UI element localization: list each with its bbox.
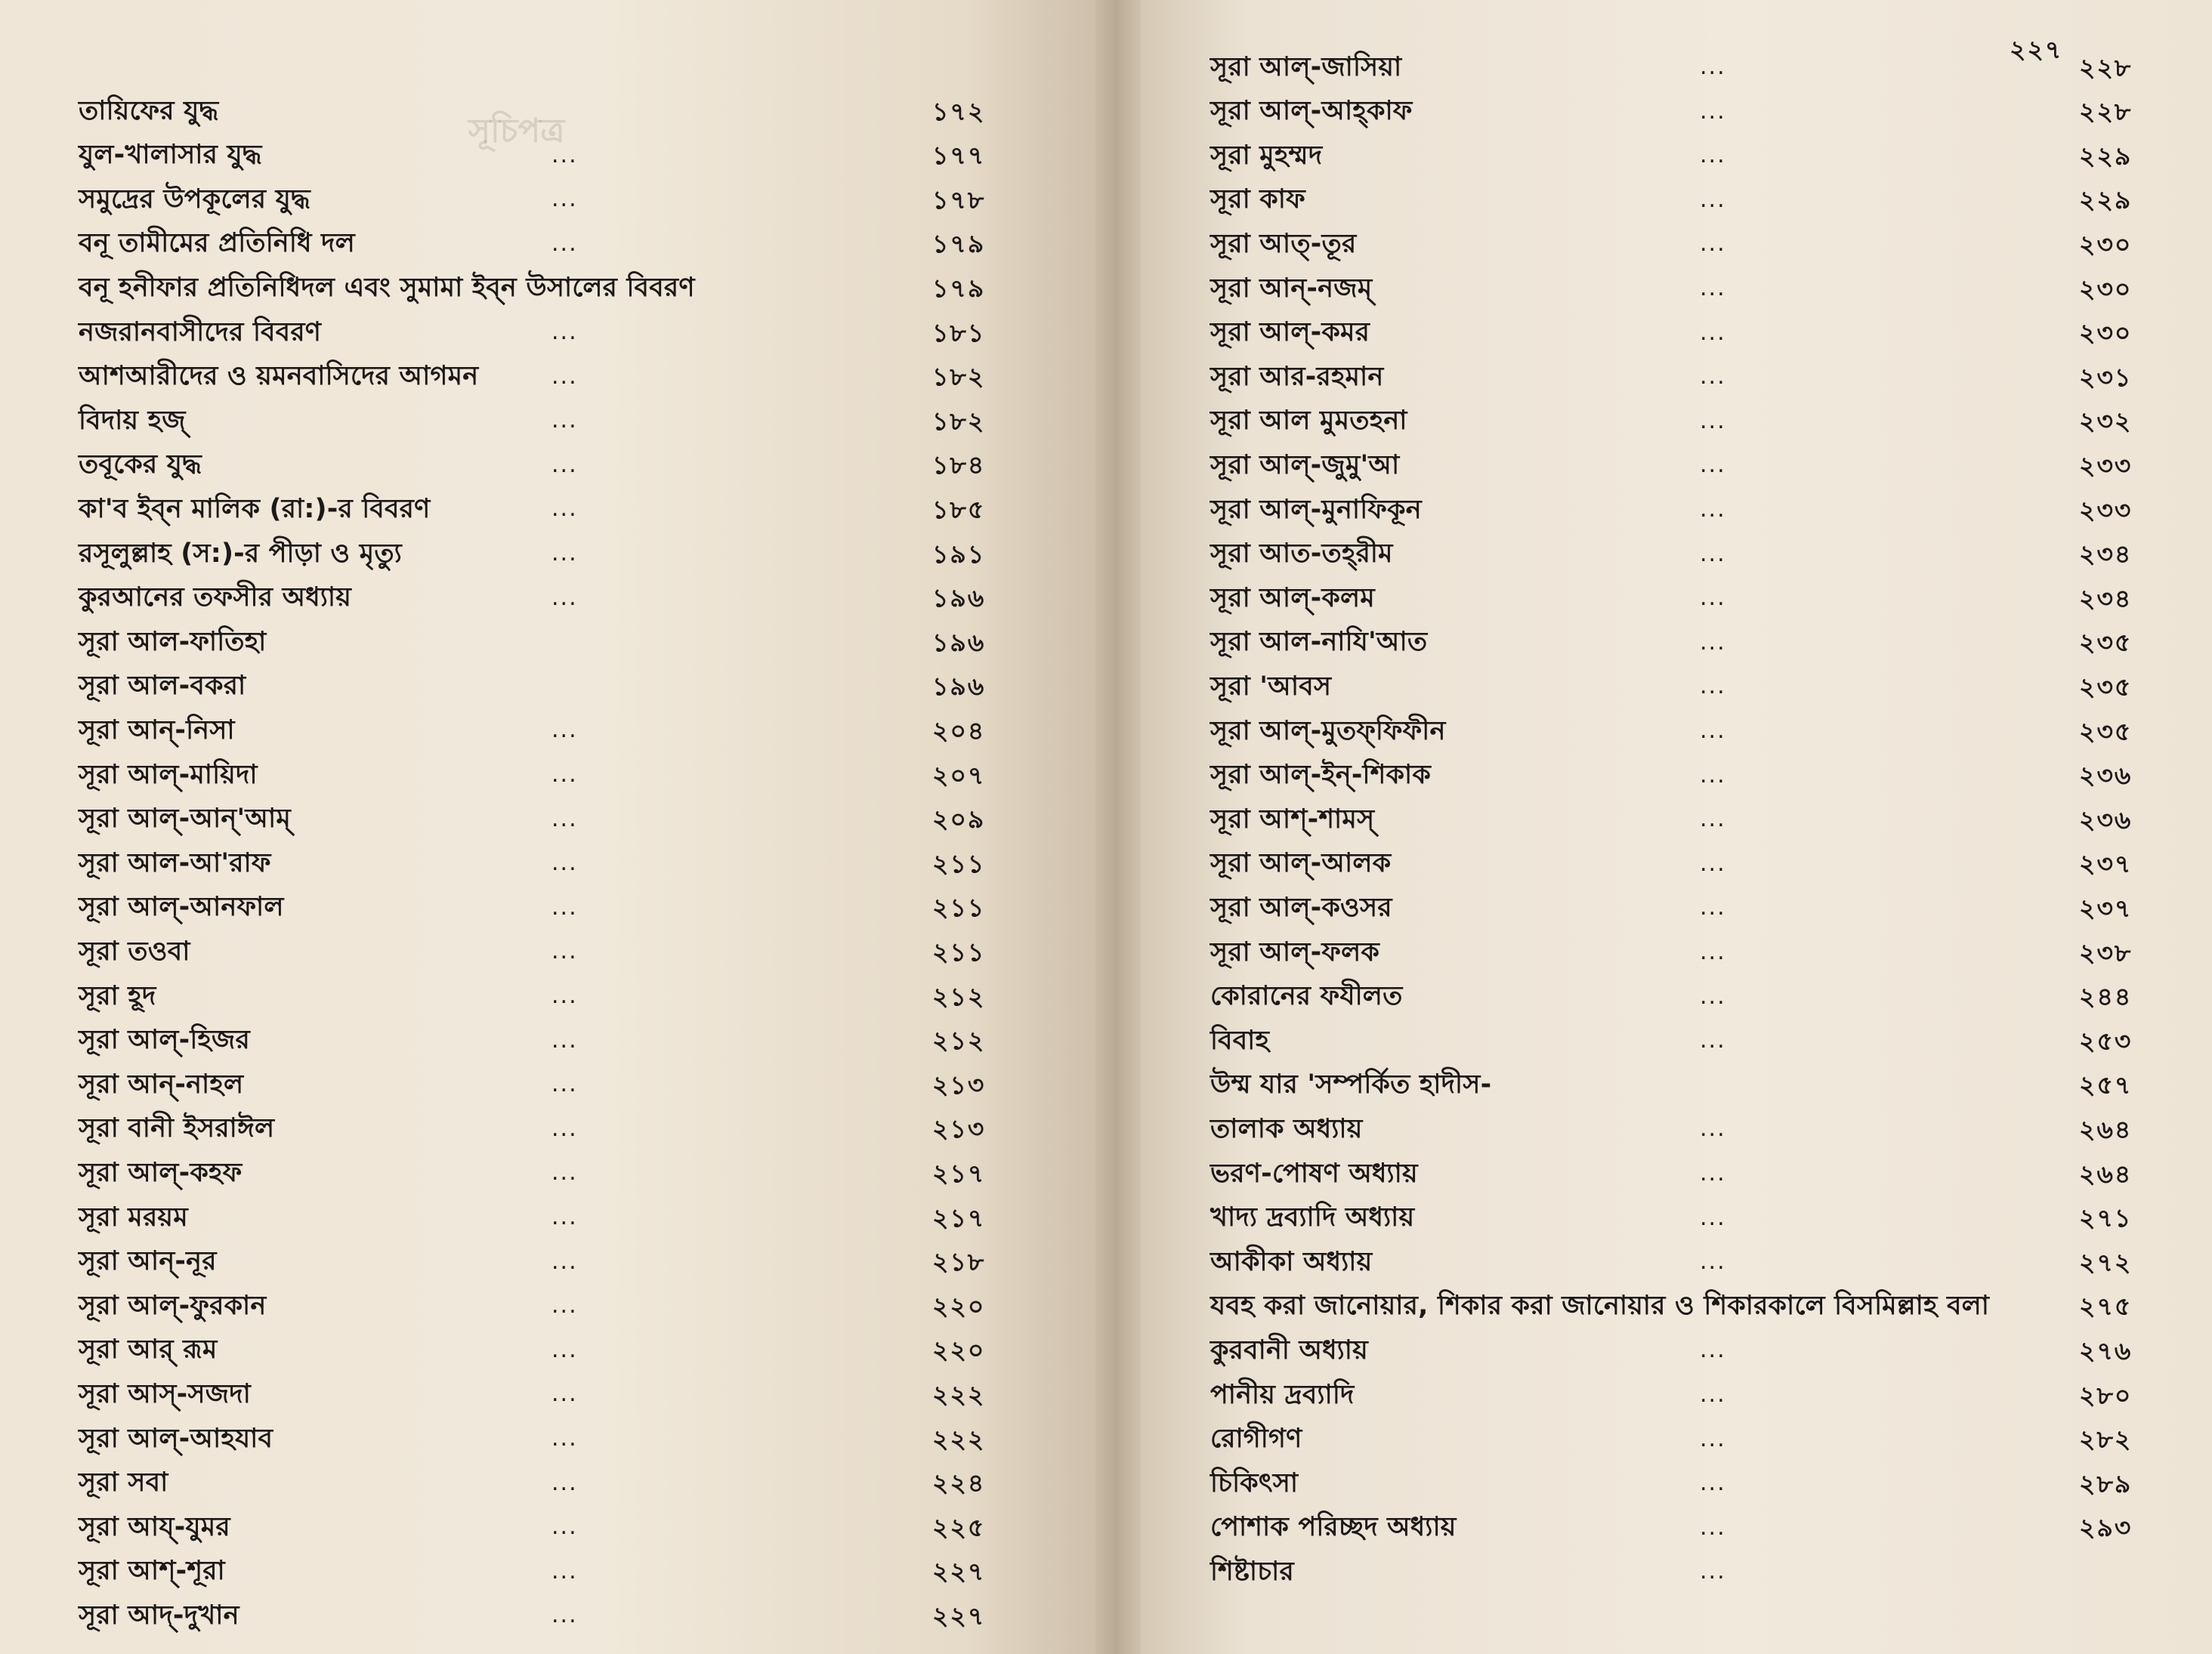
toc-leader-dots: ... <box>1700 850 1726 877</box>
toc-entry-title: শিষ্টাচার <box>1210 1556 1294 1587</box>
toc-entry <box>1210 1373 2162 1417</box>
toc-entry-page-number: ২৭১ <box>2079 1203 2133 1233</box>
toc-leader-dots: ... <box>551 1248 578 1275</box>
toc-entry-title: সূরা আদ্‌-দুখান <box>79 1600 239 1631</box>
toc-leader-dots: ... <box>551 850 578 877</box>
toc-entry-page-number: ২৩০ <box>2079 229 2133 259</box>
toc-leader-dots: ... <box>1700 585 1726 612</box>
toc-entry-page-number: ২১২ <box>932 981 986 1011</box>
toc-leader-dots: ... <box>551 451 578 478</box>
toc-entry-page-number: ২২০ <box>932 1291 986 1321</box>
toc-leader-dots: ... <box>551 186 578 213</box>
toc-entry-page-number: ২২৭ <box>932 1557 986 1587</box>
toc-entry-title: পানীয় দ্রব্যাদি <box>1210 1379 1355 1410</box>
toc-leader-dots: ... <box>551 1514 578 1541</box>
toc-entry-title: সূরা আল্‌-কওসর <box>1210 892 1392 923</box>
toc-entry-page-number: ২৩৫ <box>2079 628 2133 658</box>
toc-leader-dots: ... <box>1700 1425 1726 1452</box>
toc-entry-title: সূরা আল্‌-মায়িদা <box>79 759 258 790</box>
toc-entry-page-number: ২৩৫ <box>2079 671 2133 702</box>
toc-entry <box>79 1328 985 1372</box>
toc-entry-title: সূরা আল্‌-আহযাব <box>79 1423 273 1454</box>
toc-entry-page-number: ২৬৪ <box>2079 1114 2133 1144</box>
toc-entry <box>1210 1506 2162 1550</box>
toc-entry <box>1210 1196 2162 1240</box>
toc-entry <box>1210 576 2162 620</box>
toc-leader-dots: ... <box>1700 54 1726 80</box>
toc-leader-dots: ... <box>551 1159 578 1186</box>
toc-leader-dots: ... <box>1700 452 1726 479</box>
toc-entry <box>1210 222 2162 266</box>
toc-entry-title: কা'ব ইব্‌ন মালিক (রা:)-র বিবরণ <box>79 493 431 524</box>
toc-entry-title: সূরা আল-নাযি'আত <box>1210 627 1428 658</box>
toc-leader-dots: ... <box>551 1071 578 1098</box>
toc-entry-title: বনূ হনীফার প্রতিনিধিদল এবং সুমামা ইব্‌ন উসালের বিবরণ <box>79 272 695 303</box>
toc-leader-dots: ... <box>551 141 578 168</box>
toc-entry <box>79 532 985 576</box>
toc-leader-dots: ... <box>551 761 578 788</box>
toc-leader-dots: ... <box>1700 275 1726 301</box>
toc-entry-page-number: ২৩৬ <box>2079 761 2133 791</box>
toc-entry <box>1210 443 2162 487</box>
toc-leader-dots: ... <box>551 319 578 345</box>
toc-entry <box>1210 90 2162 134</box>
toc-entry <box>1210 267 2162 310</box>
bleed-through-text: সূচিপত্র <box>468 112 565 150</box>
left-page <box>0 0 1095 1654</box>
toc-entry <box>1210 1019 2162 1063</box>
toc-entry-title: সূরা আত-তহ্‌রীম <box>1210 538 1393 569</box>
toc-entry <box>1210 886 2162 930</box>
toc-leader-dots: ... <box>1700 717 1726 744</box>
toc-entry-page-number: ২৩৫ <box>2079 716 2133 746</box>
toc-leader-dots: ... <box>1700 1381 1726 1408</box>
toc-entry-page-number: ২৩৪ <box>2079 539 2133 569</box>
toc-entry-page-number: ২১১ <box>932 937 986 967</box>
page-number-top: ২২৭ <box>2010 35 2063 64</box>
toc-entry <box>79 798 985 841</box>
toc-entry-title: তালাক অধ্যায় <box>1210 1113 1363 1144</box>
toc-leader-dots: ... <box>551 363 578 390</box>
toc-entry-title: সূরা আর-রহমান <box>1210 361 1384 392</box>
toc-entry-title: সূরা আল্‌-কহফ <box>79 1157 243 1188</box>
toc-entry <box>79 930 985 974</box>
toc-entry-title: যুল-খালাসার যুদ্ধ <box>79 140 262 171</box>
toc-entry <box>1210 178 2162 222</box>
toc-entry-page-number: ২২২ <box>932 1379 986 1409</box>
toc-entry-title: সূরা মরয়ম <box>79 1202 188 1233</box>
toc-entry-title: সূরা আল মুমতহনা <box>1210 406 1407 437</box>
toc-entry-page-number: ২২৯ <box>2079 185 2133 215</box>
toc-entry <box>1210 1240 2162 1284</box>
toc-entry <box>79 177 985 221</box>
toc-entry-page-number: ২৯৩ <box>2079 1513 2133 1543</box>
toc-entry <box>1210 311 2162 355</box>
toc-leader-dots: ... <box>551 1026 578 1054</box>
toc-leader-dots: ... <box>1700 186 1726 213</box>
toc-leader-dots: ... <box>1700 1248 1726 1276</box>
toc-leader-dots: ... <box>551 230 578 257</box>
toc-entry-page-number: ২৩৩ <box>2079 495 2133 525</box>
toc-leader-dots: ... <box>1700 1204 1726 1231</box>
toc-entry-title: বিবাহ <box>1210 1025 1270 1056</box>
toc-entry-page-number: ২০৪ <box>932 715 986 745</box>
toc-entry <box>79 1550 985 1594</box>
toc-entry-title: সূরা আয্‌-যুমর <box>79 1511 230 1542</box>
toc-leader-dots: ... <box>1700 1160 1726 1186</box>
toc-entry <box>79 355 985 399</box>
toc-entry-page-number: ১৭৮ <box>932 184 986 214</box>
toc-entry-title: সূরা আল্‌-আলক <box>1210 848 1392 879</box>
toc-leader-dots: ... <box>1700 496 1726 523</box>
toc-entry <box>79 886 985 930</box>
toc-entry-title: সূরা আল্‌-আহ্‌কাফ <box>1210 96 1413 127</box>
toc-leader-dots: ... <box>1700 1116 1726 1143</box>
toc-entry-page-number: ২০৭ <box>932 760 986 790</box>
toc-entry-title: চিকিৎসা <box>1210 1467 1299 1498</box>
toc-leader-dots: ... <box>551 893 578 921</box>
toc-entry-page-number: ১৯৬ <box>932 583 986 613</box>
toc-leader-dots: ... <box>1700 319 1726 346</box>
toc-leader-dots: ... <box>1700 983 1726 1010</box>
toc-entry-title: সূরা আল্‌-ইন্‌-শিকাক <box>1210 760 1432 791</box>
toc-entry-title: সূরা কাফ <box>1210 184 1305 215</box>
toc-leader-dots: ... <box>551 1292 578 1319</box>
toc-entry-page-number: ২৩৬ <box>2079 804 2133 835</box>
toc-entry <box>79 841 985 885</box>
toc-entry-title: সূরা সবা <box>79 1467 168 1498</box>
toc-entry-title: নজরানবাসীদের বিবরণ <box>79 316 322 347</box>
toc-leader-dots: ... <box>551 495 578 523</box>
toc-leader-dots: ... <box>551 1602 578 1629</box>
toc-leader-dots: ... <box>551 1557 578 1585</box>
toc-entry-page-number: ২২২ <box>932 1424 986 1454</box>
toc-entry-page-number: ২৩৮ <box>2079 937 2133 967</box>
toc-leader-dots: ... <box>551 717 578 744</box>
toc-entry <box>79 974 985 1018</box>
toc-entry <box>1210 798 2162 841</box>
toc-entry-page-number: ১৮২ <box>932 406 986 436</box>
toc-entry-page-number: ২২৭ <box>932 1600 986 1631</box>
toc-leader-dots: ... <box>1700 540 1726 567</box>
toc-leader-dots: ... <box>1700 142 1726 169</box>
toc-leader-dots: ... <box>551 1469 578 1496</box>
toc-entry-page-number: ২৩০ <box>2079 273 2133 304</box>
toc-entry-page-number: ২৮৯ <box>2079 1468 2133 1498</box>
toc-entry <box>1210 709 2162 753</box>
toc-entry-title: সূরা আল্‌-জুমু'আ <box>1210 449 1400 480</box>
toc-leader-dots: ... <box>1700 230 1726 258</box>
toc-entry-page-number: ২১৮ <box>932 1247 986 1277</box>
toc-entry <box>1210 400 2162 443</box>
toc-entry <box>1210 621 2162 665</box>
toc-entry-title: রোগীগণ <box>1210 1424 1302 1455</box>
toc-entry-page-number: ১৯১ <box>932 538 986 569</box>
toc-entry <box>1210 1063 2162 1107</box>
toc-leader-dots: ... <box>1700 894 1726 921</box>
toc-entry-page-number: ২২৮ <box>2079 97 2133 127</box>
toc-leader-dots: ... <box>1700 939 1726 965</box>
toc-entry-page-number: ২২০ <box>932 1335 986 1365</box>
toc-entry-title: বনূ তামীমের প্রতিনিধি দল <box>79 228 355 259</box>
toc-entry <box>1210 754 2162 798</box>
toc-entry-title: সূরা আন্‌-নূর <box>79 1246 217 1277</box>
toc-entry-page-number: ১৭৭ <box>932 140 986 171</box>
toc-leader-dots: ... <box>551 938 578 965</box>
toc-entry-page-number: ২৭৫ <box>2079 1291 2133 1322</box>
toc-entry-title: আশআরীদের ও য়মনবাসিদের আগমন <box>79 361 479 392</box>
toc-entry-title: সূরা আন্‌-নজম্ <box>1210 273 1373 304</box>
toc-entry-page-number: ১৮১ <box>932 317 986 347</box>
toc-entry-title: সূরা আল্‌-আন্‌'আম্ <box>79 804 292 835</box>
toc-entry-title: সূরা আল্‌-কলম <box>1210 582 1375 613</box>
toc-entry <box>1210 842 2162 886</box>
toc-entry-title: সূরা বানী ইসরাঈল <box>79 1113 275 1144</box>
toc-entry <box>79 222 985 266</box>
toc-entry-page-number: ২৩০ <box>2079 318 2133 348</box>
toc-entry-page-number: ২১১ <box>932 848 986 878</box>
toc-leader-dots: ... <box>551 983 578 1009</box>
toc-entry-page-number: ২০৯ <box>932 804 986 835</box>
toc-entry <box>1210 488 2162 532</box>
toc-entry <box>79 753 985 797</box>
toc-entry <box>79 89 985 133</box>
toc-entry <box>1210 665 2162 708</box>
toc-entry-title: খাদ্য দ্রব্যাদি অধ্যায় <box>1210 1202 1415 1233</box>
toc-entry <box>1210 532 2162 576</box>
toc-leader-dots: ... <box>1700 673 1726 700</box>
toc-entry-title: সূরা আস্‌-সজদা <box>79 1378 251 1409</box>
toc-entry <box>1210 1285 2162 1328</box>
toc-leader-dots: ... <box>1700 1470 1726 1497</box>
toc-leader-dots: ... <box>551 1115 578 1142</box>
toc-entry <box>79 1063 985 1106</box>
toc-entry-title: আকীকা অধ্যায় <box>1210 1246 1373 1277</box>
toc-entry <box>79 487 985 531</box>
toc-entry-page-number: ২১২ <box>932 1026 986 1056</box>
toc-entry-page-number: ২৪৪ <box>2079 982 2133 1012</box>
toc-entry-title: যবহ করা জানোয়ার, শিকার করা জানোয়ার ও শিকারকালে বিসমিল্লাহ বলা <box>1210 1291 1990 1322</box>
toc-entry <box>1210 1152 2162 1196</box>
toc-entry-page-number: ১৯৬ <box>932 671 986 702</box>
toc-leader-dots: ... <box>1700 1514 1726 1541</box>
toc-leader-dots: ... <box>1700 806 1726 833</box>
toc-entry-page-number: ২১৭ <box>932 1202 986 1233</box>
toc-leader-dots: ... <box>1700 407 1726 434</box>
toc-entry-page-number: ২৫৩ <box>2079 1026 2133 1056</box>
toc-entry <box>79 134 985 177</box>
toc-entry-title: কুরবানী অধ্যায় <box>1210 1335 1368 1365</box>
toc-leader-dots: ... <box>551 407 578 434</box>
toc-entry-title: কোরানের ফযীলত <box>1210 981 1403 1012</box>
toc-entry <box>79 310 985 354</box>
toc-entry-page-number: ২২৯ <box>2079 140 2133 171</box>
toc-entry-title: সূরা হূদ <box>79 980 156 1011</box>
toc-entry <box>1210 45 2162 89</box>
toc-leader-dots: ... <box>551 540 578 566</box>
toc-entry <box>79 1284 985 1328</box>
toc-entry-title: সূরা আল-ফাতিহা <box>79 626 267 657</box>
toc-entry-title: সূরা আল্‌-জাসিয়া <box>1210 51 1402 82</box>
toc-entry-title: সূরা আশ্‌-শূরা <box>79 1556 225 1587</box>
toc-leader-dots: ... <box>1700 97 1726 125</box>
toc-entry <box>79 1019 985 1063</box>
toc-entry-title: সূরা আল্‌-হিজর <box>79 1025 250 1056</box>
toc-entry-title: রসূলুল্লাহ (স:)-র পীড়া ও মৃত্যু <box>79 538 403 569</box>
toc-entry-title: সূরা আল-আ'রাফ <box>79 847 271 878</box>
toc-entry <box>1210 1461 2162 1505</box>
toc-leader-dots: ... <box>1700 1337 1726 1364</box>
toc-entry-page-number: ২৭২ <box>2079 1247 2133 1277</box>
toc-entry-page-number: ১৮৪ <box>932 450 986 480</box>
toc-entry-page-number: ১৭৯ <box>932 273 986 303</box>
toc-entry-title: উম্ম যার 'সম্পর্কিত হাদীস- <box>1210 1069 1492 1100</box>
toc-entry <box>79 399 985 443</box>
toc-leader-dots: ... <box>551 1425 578 1452</box>
toc-entry-page-number: ২২৮ <box>2079 52 2133 82</box>
toc-entry-title: সূরা আল্‌-ফলক <box>1210 937 1380 967</box>
toc-entry-title: সূরা তওবা <box>79 936 190 967</box>
toc-leader-dots: ... <box>551 1381 578 1408</box>
toc-entry <box>79 1196 985 1239</box>
toc-entry-title: সূরা আর্‌ রূম <box>79 1335 218 1365</box>
toc-entry-title: ভরণ-পোষণ অধ্যায় <box>1210 1158 1418 1189</box>
toc-entry-title: কুরআনের তফসীর অধ্যায় <box>79 582 352 613</box>
toc-entry <box>79 708 985 752</box>
toc-leader-dots: ... <box>551 584 578 611</box>
toc-entry-title: সূরা আল্‌-ফুরকান <box>79 1290 267 1321</box>
toc-entry <box>1210 1550 2162 1594</box>
toc-entry-page-number: ২২৪ <box>932 1468 986 1498</box>
toc-entry-title: সূরা আশ্‌-শামস্ <box>1210 804 1375 835</box>
toc-entry-page-number: ২২৫ <box>932 1512 986 1542</box>
toc-entry-title: সূরা আল্‌-আনফাল <box>79 892 284 923</box>
toc-leader-dots: ... <box>1700 628 1726 656</box>
toc-entry-page-number: ২৬৪ <box>2079 1159 2133 1189</box>
toc-entry-page-number: ২৩৪ <box>2079 583 2133 613</box>
toc-entry-title: তায়িফের যুদ্ধ <box>79 95 219 126</box>
toc-entry-page-number: ১৮৫ <box>932 494 986 524</box>
toc-entry-page-number: ২৫৭ <box>2079 1070 2133 1100</box>
toc-entry <box>1210 930 2162 974</box>
toc-entry-page-number: ২১৭ <box>932 1158 986 1188</box>
toc-entry <box>1210 1418 2162 1461</box>
toc-entry <box>79 266 985 310</box>
toc-entry <box>79 1372 985 1416</box>
toc-entry-page-number: ২১১ <box>932 893 986 923</box>
toc-leader-dots: ... <box>1700 1558 1726 1585</box>
toc-entry-title: সূরা আন্‌-নাহল <box>79 1069 244 1100</box>
toc-entry-page-number: ২১৩ <box>932 1069 986 1100</box>
toc-entry-title: সূরা আত্‌-তূর <box>1210 228 1357 259</box>
toc-entry-title: সূরা আল্‌-কমর <box>1210 317 1370 348</box>
toc-leader-dots: ... <box>1700 1027 1726 1054</box>
toc-entry-title: সমুদ্রের উপকূলের যুদ্ধ <box>79 184 310 214</box>
toc-leader-dots: ... <box>1700 363 1726 390</box>
toc-entry-page-number: ২৮২ <box>2079 1424 2133 1455</box>
toc-entry-page-number: ২৭৬ <box>2079 1335 2133 1365</box>
toc-right <box>1141 0 2212 1654</box>
toc-entry <box>79 665 985 708</box>
toc-entry <box>79 443 985 487</box>
toc-entry <box>79 1505 985 1549</box>
toc-entry <box>79 1240 985 1284</box>
toc-entry-page-number: ২৩২ <box>2079 406 2133 437</box>
toc-entry-page-number: ২৩৭ <box>2079 893 2133 923</box>
toc-entry-page-number: ১৯৬ <box>932 627 986 657</box>
toc-entry-page-number: ১৮২ <box>932 362 986 392</box>
toc-entry-title: সূরা আল্‌-মুনাফিকূন <box>1210 494 1422 525</box>
toc-entry-page-number: ২৩৭ <box>2079 849 2133 879</box>
toc-leader-dots: ... <box>551 1336 578 1363</box>
toc-leader-dots: ... <box>551 1204 578 1230</box>
toc-entry-title: পোশাক পরিচ্ছদ অধ্যায় <box>1210 1512 1457 1543</box>
toc-entry-title: সূরা মুহম্মদ <box>1210 140 1323 171</box>
toc-entry-page-number: ২১৩ <box>932 1114 986 1144</box>
toc-entry-title: সূরা আল-বকরা <box>79 671 246 702</box>
toc-entry <box>79 1594 985 1637</box>
toc-entry <box>79 576 985 620</box>
toc-entry-title: সূরা 'আবস <box>1210 671 1332 702</box>
toc-entry-page-number: ২৮০ <box>2079 1380 2133 1410</box>
toc-leader-dots: ... <box>1700 761 1726 788</box>
toc-entry <box>1210 134 2162 177</box>
toc-entry-page-number: ১৭৯ <box>932 229 986 259</box>
toc-entry <box>79 1417 985 1461</box>
toc-entry-title: সূরা আন্‌-নিসা <box>79 714 235 745</box>
toc-leader-dots: ... <box>551 805 578 832</box>
toc-entry-title: তবূকের যুদ্ধ <box>79 449 202 480</box>
toc-entry-page-number: ২৩১ <box>2079 362 2133 392</box>
book-gutter <box>1095 0 1141 1654</box>
toc-entry-page-number: ১৭২ <box>932 96 986 126</box>
toc-entry <box>79 1151 985 1195</box>
toc-entry <box>1210 355 2162 399</box>
toc-entry <box>79 620 985 664</box>
toc-entry-page-number: ২৩৩ <box>2079 450 2133 480</box>
toc-entry <box>1210 975 2162 1019</box>
right-page <box>1141 0 2212 1654</box>
toc-entry <box>79 1461 985 1505</box>
toc-entry-title: সূরা আল্‌-মুতফ্‌ফিফীন <box>1210 715 1446 746</box>
toc-entry <box>1210 1328 2162 1372</box>
toc-entry <box>1210 1107 2162 1151</box>
toc-left <box>0 0 1095 1654</box>
toc-entry-title: বিদায় হজ্ <box>79 405 186 436</box>
toc-entry <box>79 1107 985 1151</box>
